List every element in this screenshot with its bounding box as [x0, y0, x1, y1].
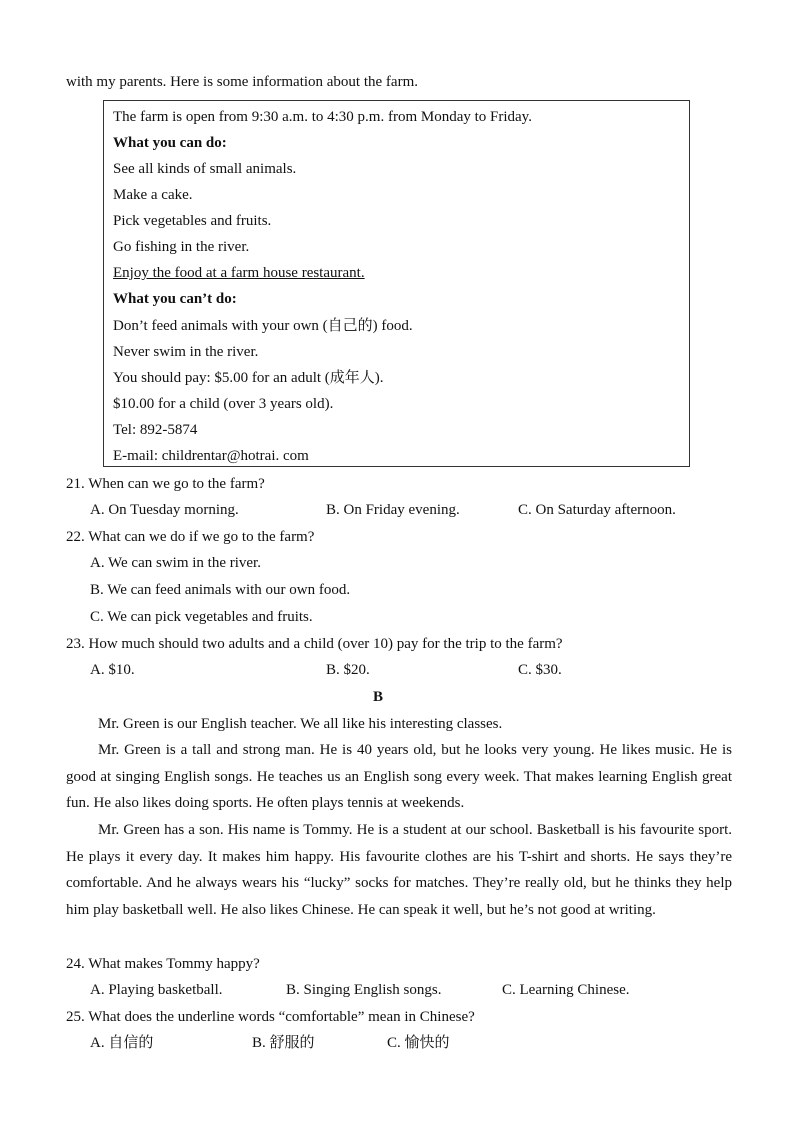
q23-option-a: A. $10.	[90, 662, 135, 678]
question-24: 24. What makes Tommy happy?	[66, 956, 260, 972]
section-b-heading: B	[373, 689, 384, 705]
paragraph-1: Mr. Green is our English teacher. We all like his interesting classes.	[98, 716, 503, 732]
telephone: Tel: 892-5874	[113, 422, 198, 438]
q25-option-b: B. 舒服的	[252, 1035, 315, 1051]
email: E-mail: childrentar@hotrai. com	[113, 448, 309, 464]
question-25: 25. What does the underline words “comfortable” mean in Chinese?	[66, 1009, 475, 1025]
q21-option-c: C. On Saturday afternoon.	[518, 502, 676, 518]
question-22: 22. What can we do if we go to the farm?	[66, 529, 315, 545]
q22-option-a: A. We can swim in the river.	[90, 555, 261, 571]
q22-option-c: C. We can pick vegetables and fruits.	[90, 609, 313, 625]
intro-line: with my parents. Here is some information about the farm.	[66, 74, 418, 90]
q21-option-b: B. On Friday evening.	[326, 502, 460, 518]
paragraph-2: Mr. Green is a tall and strong man. He is 40 years old, but he looks very young. He likes music. He is good at singing English songs. He teaches us an English song every week. That makes learning English great fun. He also likes doing sports. He often plays tennis at weekends.	[66, 742, 732, 812]
cant-do-heading: What you can’t do:	[113, 291, 237, 307]
open-hours: The farm is open from 9:30 a.m. to 4:30 p.m. from Monday to Friday.	[113, 109, 532, 125]
can-do-item-underlined: Enjoy the food at a farm house restaurant.	[113, 265, 365, 281]
price-child: $10.00 for a child (over 3 years old).	[113, 396, 334, 412]
q23-option-b: B. $20.	[326, 662, 370, 678]
q24-option-b: B. Singing English songs.	[286, 982, 442, 998]
cant-do-item: Don’t feed animals with your own (自己的) food.	[113, 318, 413, 334]
question-23: 23. How much should two adults and a child (over 10) pay for the trip to the farm?	[66, 636, 563, 652]
cant-do-item: Never swim in the river.	[113, 344, 259, 360]
q23-option-c: C. $30.	[518, 662, 562, 678]
q22-option-b: B. We can feed animals with our own food.	[90, 582, 351, 598]
q21-option-a: A. On Tuesday morning.	[90, 502, 239, 518]
can-do-item: Make a cake.	[113, 187, 193, 203]
farm-info-box	[103, 100, 690, 467]
can-do-item: Pick vegetables and fruits.	[113, 213, 272, 229]
price-adult: You should pay: $5.00 for an adult (成年人).	[113, 370, 384, 386]
q25-option-c: C. 愉快的	[387, 1035, 450, 1051]
q24-option-a: A. Playing basketball.	[90, 982, 223, 998]
q24-option-c: C. Learning Chinese.	[502, 982, 630, 998]
can-do-item: See all kinds of small animals.	[113, 161, 297, 177]
q25-option-a: A. 自信的	[90, 1035, 154, 1051]
question-21: 21. When can we go to the farm?	[66, 476, 265, 492]
can-do-heading: What you can do:	[113, 135, 227, 151]
paragraph-3: Mr. Green has a son. His name is Tommy. He is a student at our school. Basketball is his favourite sport. He plays it every day. It makes him happy. His favourite clothes are his T-shirt and shorts. He says they’re comfortable. And he always wears his “lucky” socks for matches. They’re really old, but he thinks they help him play basketball well. He also likes Chinese. He can speak it well, but he’s not good at writing.	[66, 822, 732, 918]
can-do-item: Go fishing in the river.	[113, 239, 250, 255]
